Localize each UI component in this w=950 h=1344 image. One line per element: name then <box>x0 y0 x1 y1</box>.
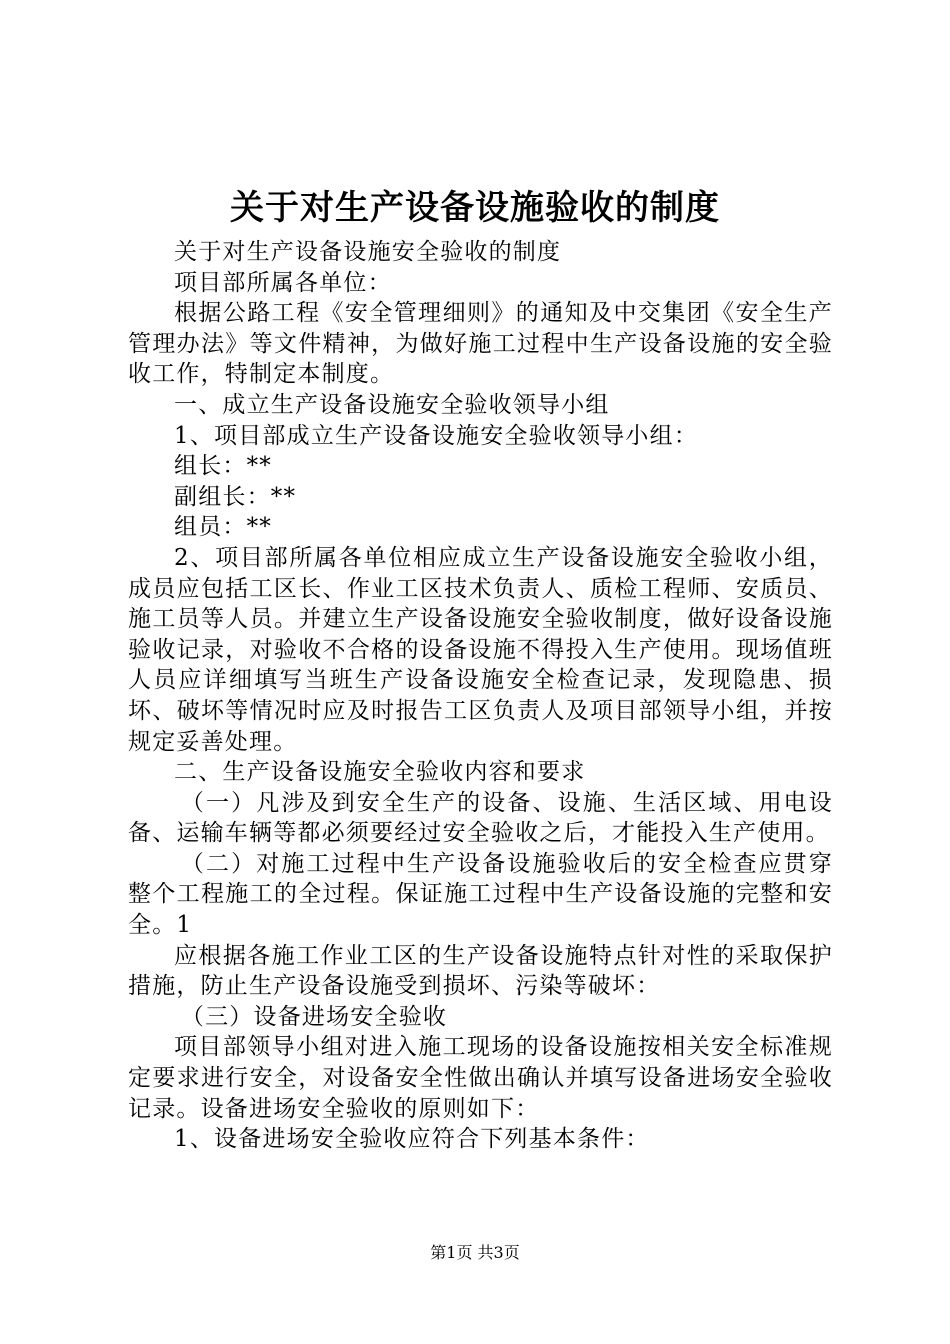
paragraph-addressee: 项目部所属各单位： <box>174 269 392 296</box>
paragraph-sub-3: （三）设备进场安全验收 <box>180 1003 448 1030</box>
paragraph-sub-2: （二）对施工过程中生产设备设施验收后的安全检查应贯穿整个工程施工的全过程。保证施工过程中生产设备设施的完整和安全。1 <box>128 850 833 939</box>
paragraph-subtitle: 关于对生产设备设施安全验收的制度 <box>174 239 562 265</box>
document-body <box>128 237 833 1155</box>
paragraph-item-1: 1、项目部成立生产设备设施安全验收领导小组： <box>174 422 699 449</box>
paragraph-entry-conditions: 1、设备进场安全验收应符合下列基本条件： <box>174 1126 650 1153</box>
paragraph-members: 组员：** <box>174 514 272 541</box>
paragraph-entry-acceptance: 项目部领导小组对进入施工现场的设备设施按相关安全标准规定要求进行安全，对设备安全性做出确认并填写设备进场安全验收记录。设备进场安全验收的原则如下： <box>128 1034 833 1122</box>
paragraph-item-2: 2、项目部所属各单位相应成立生产设备设施安全验收小组，成员应包括工区长、作业工区技术负责人、质检工程师、安质员、施工员等人员。并建立生产设备设施安全验收制度，做好设备设施验收记录，对验收不合格的设备设施不得投入生产使用。现场值班人员应详细填写当班生产设备设施安全检查记录，发现隐患、损坏、破坏等情况时应及时报告工区负责人及项目部领导小组，并按规定妥善处理。 <box>128 544 833 755</box>
page-footer: 第1页 共3页 <box>430 1243 520 1262</box>
paragraph-intro: 根据公路工程《安全管理细则》的通知及中交集团《安全生产管理办法》等文件精神，为做好施工过程中生产设备设施的安全验收工作，特制定本制度。 <box>128 300 833 388</box>
paragraph-protection: 应根据各施工作业工区的生产设备设施特点针对性的采取保护措施，防止生产设备设施受到损坏、污染等破坏： <box>128 942 833 1000</box>
document-title: 关于对生产设备设施验收的制度 <box>230 188 720 228</box>
paragraph-leader: 组长：** <box>174 453 272 480</box>
section-heading-1: 一、成立生产设备设施安全验收领导小组 <box>174 391 610 418</box>
paragraph-deputy-leader: 副组长：** <box>174 483 297 510</box>
section-heading-2: 二、生产设备设施安全验收内容和要求 <box>174 759 586 786</box>
paragraph-sub-1: （一）凡涉及到安全生产的设备、设施、生活区域、用电设备、运输车辆等都必须要经过安全验收之后，才能投入生产使用。 <box>128 789 833 847</box>
